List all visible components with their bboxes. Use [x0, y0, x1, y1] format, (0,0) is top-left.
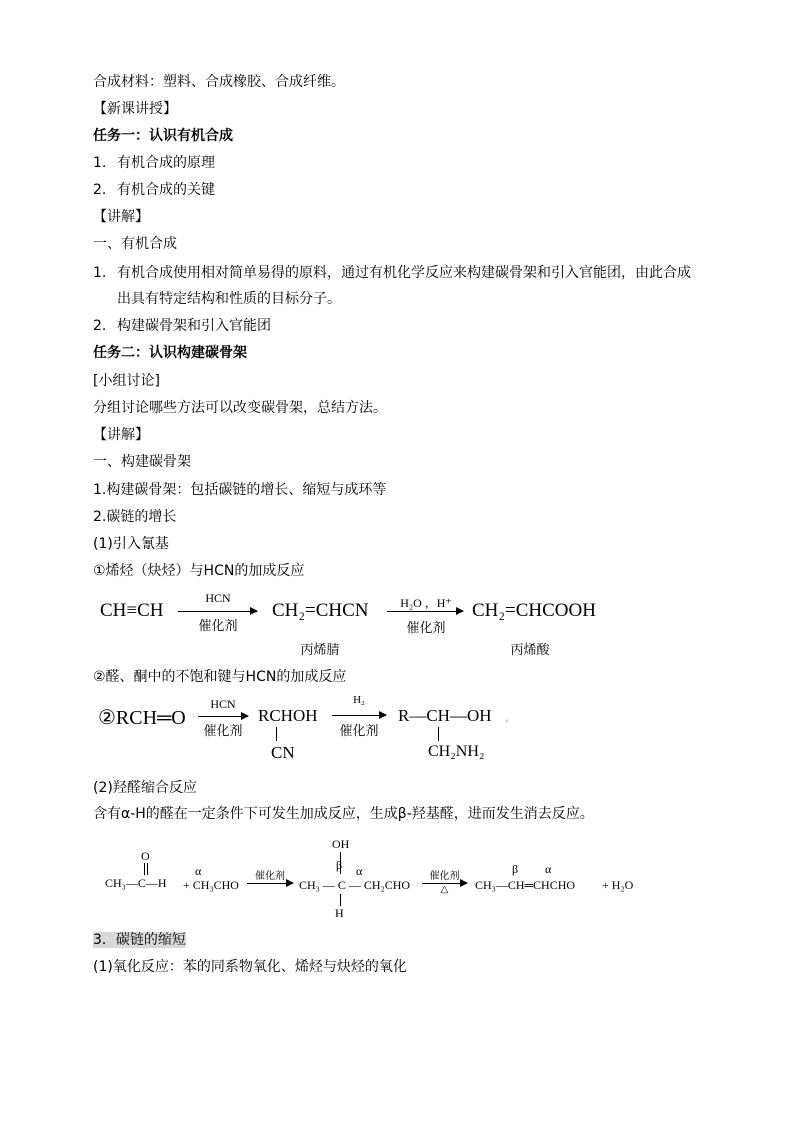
list-number: 2.: [93, 182, 107, 198]
reagent-label: H₂: [353, 694, 365, 706]
list-text: 构建碳骨架和引入官能团: [117, 318, 271, 334]
task2-heading: 任务二：认识构建碳骨架: [93, 345, 247, 361]
reactant-acetaldehyde: CH₃—C—H: [105, 876, 167, 890]
point-text: ①烯烃（炔烃）与HCN的加成反应: [93, 563, 305, 579]
point-text: ②醛、酮中的不饱和键与HCN的加成反应: [93, 669, 347, 685]
point-text: 1.构建碳骨架：包括碳链的增长、缩短与成环等: [93, 482, 387, 498]
list-item: [93, 263, 691, 283]
list-item: [93, 153, 215, 173]
product-acrylonitrile: CH₂=CHCN: [272, 600, 369, 621]
list-item: [93, 316, 271, 336]
point-heading: [93, 930, 186, 950]
carbonyl-oxygen: O: [141, 849, 150, 863]
double-bond-line: [147, 863, 148, 875]
alpha-label: α: [545, 862, 552, 876]
reagent-label: HCN: [210, 697, 236, 711]
task1-heading: 任务一：认识有机合成: [93, 128, 233, 144]
list-item: [93, 180, 215, 200]
bond-line: [340, 894, 341, 906]
point-text: (1)引入氰基: [93, 536, 169, 552]
catalyst-label: 催化剂: [203, 724, 243, 739]
cyano-group: CN: [271, 743, 295, 762]
trailing-mark: ,: [505, 710, 509, 724]
hydroxyl-group: OH: [332, 837, 350, 851]
section-new-lesson: 【新课讲授】: [93, 101, 177, 117]
catalyst-label: 催化剂: [406, 621, 446, 636]
point-text: 2.碳链的增长: [93, 509, 177, 525]
reaction-arrow-icon: [332, 715, 386, 716]
reaction-arrow-icon: [178, 611, 257, 612]
point-text: (2)羟醛缩合反应: [93, 780, 197, 796]
bond-line: [276, 727, 277, 741]
list-number: 1.: [93, 155, 107, 171]
section-explain: 【讲解】: [93, 427, 149, 443]
subsection-heading: 一、构建碳骨架: [93, 454, 191, 470]
product-acrylic-acid: CH₂=CHCOOH: [472, 600, 596, 621]
reactant-aldehyde: [98, 705, 186, 730]
reactant-formula: ②RCH: [98, 707, 158, 729]
list-number: 1.: [93, 265, 107, 281]
reaction-arrow-icon: [198, 716, 248, 717]
product-name: 丙烯酸: [510, 643, 550, 658]
reaction-arrow-icon: [387, 611, 463, 612]
intro-line: 合成材料：塑料、合成橡胶、合成纤维。: [93, 74, 345, 90]
heat-symbol: △: [440, 884, 449, 895]
reactant-acetaldehyde-2: + CH₃CHO: [183, 878, 239, 892]
reagent-label: HCN: [205, 591, 231, 605]
alpha-label: α: [195, 864, 202, 878]
discussion-text: 分组讨论哪些方法可以改变碳骨架，总结方法。: [93, 400, 387, 416]
water-byproduct: + H₂O: [602, 878, 634, 892]
double-bond-line: [144, 863, 145, 875]
beta-label: β: [336, 858, 343, 872]
list-text: 有机合成的关键: [117, 182, 215, 198]
highlighted-heading: 3．碳链的缩短: [93, 932, 186, 948]
point-text: 含有α-H的醛在一定条件下可发生加成反应，生成β-羟基醛，进而发生消去反应。: [93, 806, 594, 822]
section-explain: 【讲解】: [93, 209, 149, 225]
catalyst-label: 催化剂: [339, 724, 379, 739]
aminomethyl-group: CH₂NH₂: [428, 743, 485, 760]
product-name: 丙烯腈: [300, 643, 340, 658]
list-text: 有机合成的原理: [117, 155, 215, 171]
intermediate-hydroxy-aldehyde: CH₃ — C — CH₂CHO: [299, 878, 411, 892]
list-text-continuation: 出具有特定结构和性质的目标分子。: [117, 291, 341, 307]
point-text: (1)氧化反应：苯的同系物氧化、烯烃与炔烃的氧化: [93, 959, 407, 975]
product-crotonaldehyde: CH₃—CH═CHCHO: [475, 878, 576, 892]
catalyst-label: 催化剂: [198, 619, 238, 634]
product-amino-alcohol: R—CH—OH: [398, 706, 492, 725]
list-number: 2.: [93, 318, 107, 334]
reactant-acetylene: CH≡CH: [100, 600, 164, 621]
reagent-label: H₂O ，H⁺: [400, 596, 452, 610]
hydrogen-atom: H: [335, 906, 344, 920]
subsection-heading: 一、有机合成: [93, 236, 177, 252]
double-bond-oxygen: ═O: [157, 707, 186, 729]
beta-label: β: [512, 862, 519, 876]
reaction-arrow-icon: [247, 883, 293, 884]
catalyst-label: 催化剂: [429, 871, 460, 882]
group-discussion-label: [小组讨论]: [93, 373, 160, 389]
bond-line: [438, 727, 439, 741]
catalyst-label: 催化剂: [255, 871, 285, 882]
list-text: 有机合成使用相对简单易得的原料，通过有机化学反应来构建碳骨架和引入官能团，由此合成: [117, 265, 691, 281]
alpha-label: α: [356, 864, 363, 878]
intermediate-cyanohydrin: RCHOH: [258, 706, 318, 725]
